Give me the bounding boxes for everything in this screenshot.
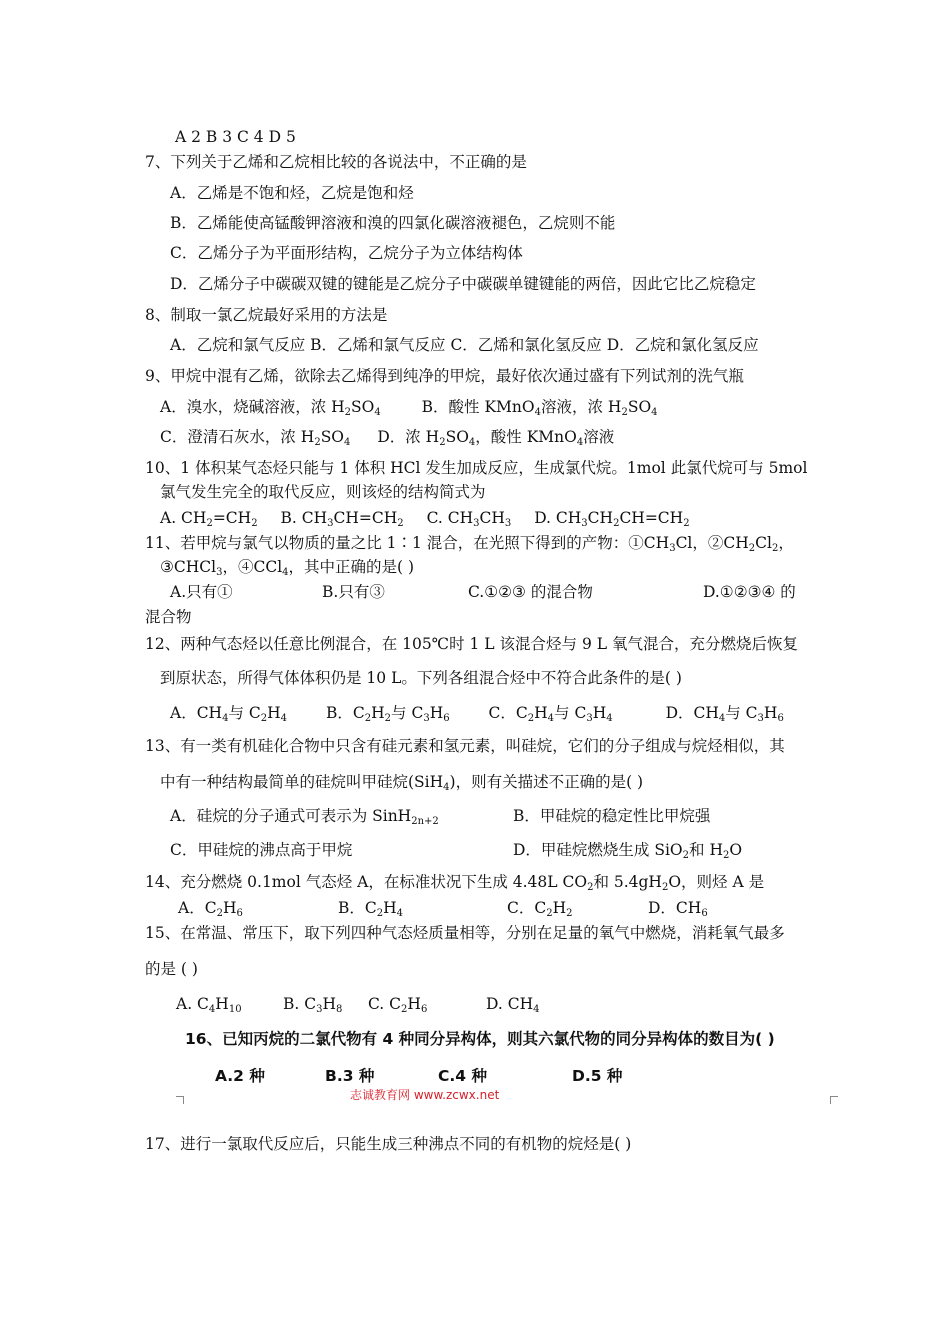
q6-options: A 2 B 3 C 4 D 5: [175, 128, 296, 146]
q7-option-b: B．乙烯能使高锰酸钾溶液和溴的四氯化碳溶液褪色，乙烷则不能: [170, 214, 616, 232]
q13-option-a: A．硅烷的分子通式可表示为 SinH$_{2n+2}$: [170, 807, 439, 827]
q9-stem: 9、甲烷中混有乙烯，欲除去乙烯得到纯净的甲烷，最好依次通过盛有下列试剂的洗气瓶: [145, 367, 744, 385]
q14-option-a: A．$C_2H_6$: [178, 899, 243, 919]
q13-option-d: D．甲硅烷燃烧生成 SiO$_2$和 $H_2O$: [513, 841, 743, 861]
q11-option-d: D.①②③④ 的: [703, 583, 796, 601]
crop-mark-left: [176, 1096, 184, 1104]
q9-options-ab: A．溴水，烧碱溶液，浓 $H_2SO_4$ B．酸性 KMnO$_4$溶液，浓 $H_2SO_4$: [160, 398, 658, 418]
q15-option-b: B. $C_3H_8$: [283, 995, 343, 1015]
q13-stem: 13、有一类有机硅化合物中只含有硅元素和氢元素，叫硅烷，它们的分子组成与烷烃相似，其: [145, 737, 785, 755]
q16-option-a: A.2 种: [215, 1067, 265, 1085]
q14-option-c: C．$C_2H_2$: [507, 899, 573, 919]
q16-option-c: C.4 种: [438, 1067, 487, 1085]
q10-options: A. $CH_2=CH_2$ B. $CH_3CH=CH_2$ C. $CH_3CH_3$ D. $CH_3CH_2CH=CH_2$: [160, 509, 690, 529]
q15-stem-2: 的是 ( ): [145, 960, 198, 978]
q11-option-c: C.①②③ 的混合物: [468, 583, 593, 601]
q8-stem: 8、制取一氯乙烷最好采用的方法是: [145, 306, 388, 324]
q15-option-c: C. $C_2H_6$: [368, 995, 428, 1015]
crop-mark-right: [830, 1096, 838, 1104]
q14-option-d: D．$CH_6$: [648, 899, 708, 919]
q7-option-d: D．乙烯分子中碳碳双键的键能是乙烷分子中碳碳单键键能的两倍，因此它比乙烷稳定: [170, 275, 756, 293]
q12-stem-2: 到原状态，所得气体体积仍是 10 L。下列各组混合烃中不符合此条件的是( ): [160, 669, 682, 687]
q14-option-b: B．$C_2H_4$: [338, 899, 404, 919]
q8-options: A．乙烷和氯气反应 B．乙烯和氯气反应 C．乙烯和氯化氢反应 D．乙烷和氯化氢反应: [170, 336, 759, 354]
watermark: 志诚教育网 www.zcwx.net: [350, 1088, 500, 1102]
q13-option-c: C．甲硅烷的沸点高于甲烷: [170, 841, 353, 859]
q10-stem-2: 氯气发生完全的取代反应，则该烃的结构简式为: [160, 483, 486, 501]
q7-option-a: A．乙烯是不饱和烃，乙烷是饱和烃: [170, 184, 414, 202]
q12-options: A．$CH_4$与 $C_2H_4$ B．$C_2H_2$与 $C_3H_6$ C．$C_2H_4$与 $C_3H_4$ D．$CH_4$与 $C_3H_6$: [170, 704, 784, 724]
q15-stem: 15、在常温、常压下，取下列四种气态烃质量相等，分别在足量的氧气中燃烧，消耗氧气最多: [145, 924, 785, 942]
q11-option-a: A.只有①: [170, 583, 233, 601]
q11-stem: 11、若甲烷与氯气以物质的量之比 1∶1 混合，在光照下得到的产物：$①CH_3Cl$，$②CH_2Cl_2$，: [145, 534, 794, 554]
q16-option-b: B.3 种: [325, 1067, 375, 1085]
q14-stem: 14、充分燃烧 0.1mol 气态烃 A，在标准状况下生成 4.48L $CO_2$和 $5.4gH_2O$，则烃 A 是: [145, 873, 765, 893]
q16-stem: 16、已知丙烷的二氯代物有 4 种同分异构体，则其六氯代物的同分异构体的数目为( ): [185, 1030, 775, 1048]
q15-option-a: A. $C_4H_{10}$: [176, 995, 242, 1015]
q15-option-d: D. $CH_4$: [486, 995, 540, 1015]
q13-option-b: B．甲硅烷的稳定性比甲烷强: [513, 807, 711, 825]
q7-stem: 7、下列关于乙烯和乙烷相比较的各说法中，不正确的是: [145, 153, 527, 171]
q9-options-cd: C．澄清石灰水，浓 $H_2SO_4$ D．浓 $H_2SO_4$，酸性 KMnO$_4$溶液: [160, 428, 615, 448]
q11-tail: 混合物: [145, 608, 192, 626]
q12-stem: 12、两种气态烃以任意比例混合，在 105℃时 1 L 该混合烃与 9 L 氧气混合，充分燃烧后恢复: [145, 635, 798, 653]
q7-option-c: C．乙烯分子为平面形结构，乙烷分子为立体结构体: [170, 244, 523, 262]
q17-stem: 17、进行一氯取代反应后，只能生成三种沸点不同的有机物的烷烃是( ): [145, 1135, 632, 1153]
q16-option-d: D.5 种: [572, 1067, 623, 1085]
q11-stem-2: ③CHCl$_3$，④CCl$_4$，其中正确的是( ): [160, 558, 415, 578]
q13-stem-2: 中有一种结构最简单的硅烷叫甲硅烷(SiH$_4$)，则有关描述不正确的是( ): [160, 773, 644, 793]
q10-stem: 10、1 体积某气态烃只能与 1 体积 HCl 发生加成反应，生成氯代烷。1mol 此氯代烷可与 5mol: [145, 459, 808, 477]
q11-option-b: B.只有③: [322, 583, 385, 601]
